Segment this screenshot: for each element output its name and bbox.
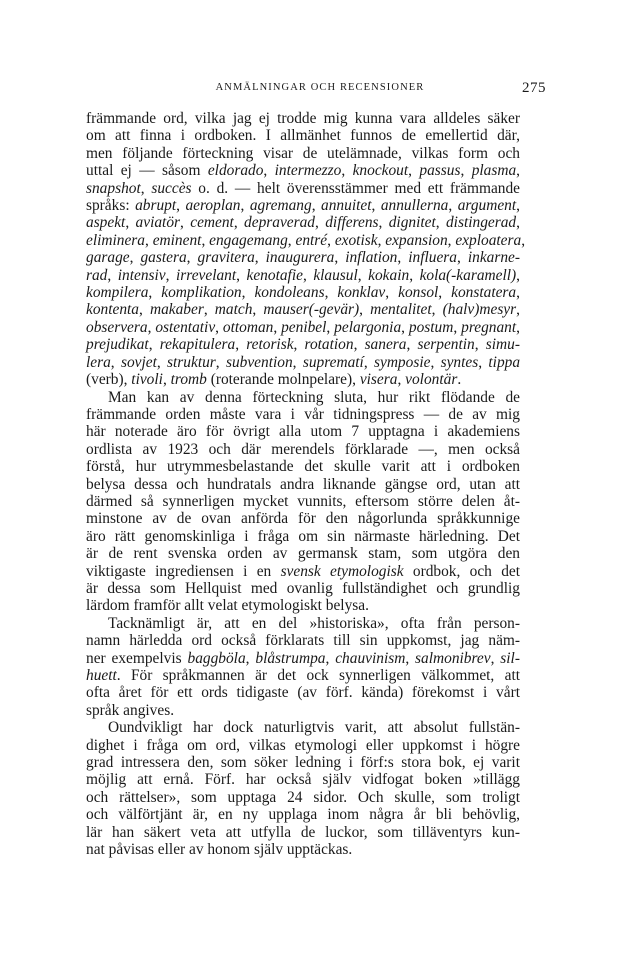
italic-term: ottoman [222,318,274,336]
italic-term: syntes [440,353,479,371]
italic-term: salmonibrev [415,649,491,667]
text-line: garage, gastera, gravitera, inaugurera, inflation, influera, inkarne- [86,249,520,267]
text-line: är dessa som Hellquist med ovanlig fullständighet och grundlig [86,579,520,597]
paragraph-2 [86,389,520,615]
italic-term: postum [408,318,454,336]
italic-term: eldorado [207,162,264,180]
text-line: ner exempelvis baggböla, blåstrumpa, chauvinism, salmonibrev, sil- [86,649,520,667]
italic-term: expansion [385,231,448,249]
italic-term: aviatör [135,214,181,232]
body-text [86,110,526,859]
text-line: främmande orden måste vara i vår tidningspress — de av mig [86,405,520,423]
italic-term: visera [359,371,398,389]
text-line: men följande förteckning visar de utelämnade, vilkas form och [86,144,520,162]
italic-term: makaber [149,301,204,319]
italic-term: aspekt [86,214,126,232]
text-line: lärdom framför allt velat etymologiskt belysa. [86,597,369,615]
italic-term: influera [408,249,457,267]
italic-term: sovjet [120,353,157,371]
italic-term: kenotafie [246,266,303,284]
italic-term: exploatera [455,231,522,249]
italic-term: huett [86,667,117,684]
italic-term: distingerad [445,214,517,232]
text-line: är de rent svenska orden av germansk stam, som utgöra den [86,545,520,563]
italic-term: suprematí [302,353,364,371]
text-line: minstone av de ovan anförda för den någorlunda språkkunnige [86,510,520,528]
italic-term: garage [86,249,130,267]
text-line: huett. För språkmannen är det ock synnerligen välkommet, att [86,667,520,684]
text-line: snapshot, succès o. d. — helt överensstämmer med ett främmande [86,179,521,197]
text-line: Tacknämligt är, att en del »historiska», ofta från person- [108,614,520,632]
italic-term: konstatera [451,284,517,302]
text-line: därmed så synnerligen mycket vunnits, eftersom större delen åt- [86,492,520,510]
text-line: språk angives. [86,701,175,719]
italic-term: rekapitulera [159,336,236,354]
italic-term: sanera [364,336,407,354]
text-line: ofta året för ett ords tidigaste (av förf. kända) förekomst i vårt [86,684,520,702]
italic-term: passus [419,162,461,180]
italic-term: rotation [304,336,354,354]
italic-term: pelargonia [334,318,402,336]
italic-term: komplikation [161,284,242,302]
text-line: lär han säkert veta att utfylla de luckor, som tilläventyrs kun- [86,823,520,841]
italic-term: kola(-karamell) [419,266,517,284]
italic-term: baggböla [187,649,246,667]
italic-term: inkarne- [467,249,520,267]
italic-term: kokain [368,266,410,284]
italic-term: retorisk [246,336,294,354]
italic-term: aeroplan [185,197,241,215]
italic-term: engagemang [209,231,288,249]
text-line: Oundvikligt har dock naturligtvis varit, att absolut fullstän- [108,719,520,737]
italic-term: argument [457,197,517,215]
italic-term: dignitet [388,214,436,232]
running-title: ANMÄLNINGAR OCH RECENSIONER [215,82,425,93]
italic-term: konsol [398,284,439,302]
italic-term: (halv)mesyr [442,301,517,319]
italic-term: kontenta [86,301,139,319]
running-head [86,80,554,102]
italic-term: penibel [281,318,327,336]
italic-term: ostentativ [155,318,216,336]
italic-term: intermezzo [274,162,342,180]
italic-term: serpentin [417,336,475,354]
italic-term: struktur [167,353,216,371]
text-line: observera, ostentativ, ottoman, penibel, pelargonia, postum, pregnant, [86,318,520,336]
italic-term: match [214,301,253,319]
italic-term: kompilera [86,284,149,302]
text-line: lera, sovjet, struktur, subvention, suprematí, symposie, syntes, tippa [86,353,521,371]
text-line: förstå, hur utrymmesbelastande det skulle varit att i ordboken [86,458,520,476]
italic-term: tromb [170,371,207,389]
italic-term: konklav [337,284,386,302]
italic-term: chauvinism [335,649,406,667]
italic-term: agremang [249,197,312,215]
italic-term: rad [86,266,108,284]
text-line: rad, intensiv, irrevelant, kenotafie, klausul, kokain, kola(-karamell), [86,266,521,284]
text-line: (verb), tivoli, tromb (roterande molnpelare), visera, volontär. [86,371,462,389]
text-line: nat påvisas eller av honom själv upptäckas. [86,841,353,859]
text-line: och rättelser», som upptaga 24 sidor. Och skulle, som troligt [86,788,520,806]
italic-term: kondoleans [254,284,325,302]
italic-term: simu- [485,336,520,354]
italic-term: gravitera [197,249,255,267]
italic-term: annuitet [321,197,372,215]
text-line: möjlig att ernå. Förf. har också själv vidfogat boken »tillägg [86,771,520,789]
text-line: här noterade äro för övrigt alla utom 7 upptagna i akademiens [86,423,520,441]
italic-term: eminent [152,231,202,249]
text-line: belysa dessa och hundratals andra liknande gängse ord, utan att [86,475,520,493]
italic-term: inaugurera [265,249,335,267]
italic-term: prejudikat [86,336,149,354]
text-line: språks: abrupt, aeroplan, agremang, annuitet, annullerna, argument, [86,197,520,215]
paragraph-4 [86,719,520,858]
text-line: kontenta, makaber, match, mauser(-gevär), mentalitet, (halv)mesyr, [86,301,520,319]
text-line: och välförtjänt är, en ny upplaga inom några år bli behövlig, [86,806,520,824]
italic-term: plasma [471,162,517,180]
italic-term: abrupt [135,197,177,215]
italic-term: irrevelant [176,266,237,284]
italic-term: eliminera [86,231,145,249]
text-line: dighet i fråga om ord, vilkas etymologi eller uppkomst i högre [86,736,520,754]
text-line: namn härledda ord också förklarats till sin uppkomst, jag näm- [86,632,520,650]
text-line: kompilera, komplikation, kondoleans, konklav, konsol, konstatera, [86,284,520,302]
italic-term: blåstrumpa [255,649,326,667]
italic-term: pregnant [461,318,517,336]
italic-term: inflation [345,249,398,267]
italic-term: snapshot [86,179,141,197]
italic-term: succès [151,179,192,197]
text-line: äro rätt genomskinliga i fråga om sin närmaste härledning. Det [86,527,520,545]
italic-term: subvention [225,353,293,371]
italic-term: sil- [500,649,520,667]
paragraph-1 [86,110,526,389]
text-line: främmande ord, vilka jag ej trodde mig kunna vara alldeles säker [86,110,520,127]
paragraph-3 [86,615,520,719]
italic-term: exotisk [334,231,378,249]
text-line: aspekt, aviatör, cement, depraverad, differens, dignitet, distingerad, [86,214,520,232]
text-line: Man kan av denna förteckning sluta, hur rikt flödande de [108,388,520,406]
text-line: ordlista av 1923 och där merendels förklarade —, men också [86,440,520,458]
italic-term: svensk etymologisk [280,562,404,580]
italic-term: lera [86,353,111,371]
italic-term: annullerna [380,197,449,215]
page-number: 275 [522,80,546,96]
italic-term: depraverad [244,214,315,232]
italic-term: entré [295,231,328,249]
text-line: eliminera, eminent, engagemang, entré, exotisk, expansion, exploatera, [86,231,526,249]
italic-term: klausul [313,266,358,284]
text-line: grad intressera den, som söker ledning i förf:s stora bok, ej varit [86,754,520,772]
italic-term: differens [325,214,379,232]
italic-term: gastera [140,249,187,267]
italic-term: mentalitet [370,301,432,319]
text-line: om att finna i ordboken. I allmänhet funnos de emellertid där, [86,127,520,145]
text-line: prejudikat, rekapitulera, retorisk, rotation, sanera, serpentin, simu- [86,336,520,354]
italic-term: intensiv [117,266,166,284]
italic-term: symposie [374,353,431,371]
text-line: uttal ej — såsom eldorado, intermezzo, knockout, passus, plasma, [86,162,521,180]
italic-term: tippa [488,353,521,371]
italic-term: knockout [352,162,409,180]
italic-term: cement [190,214,234,232]
italic-term: observera [86,318,148,336]
italic-term: volontär [405,371,458,389]
italic-term: mauser(-gevär) [263,301,360,319]
text-line: viktigaste ingrediensen i en svensk etymologisk ordbok, och det [86,562,520,580]
italic-term: tivoli [131,371,163,389]
